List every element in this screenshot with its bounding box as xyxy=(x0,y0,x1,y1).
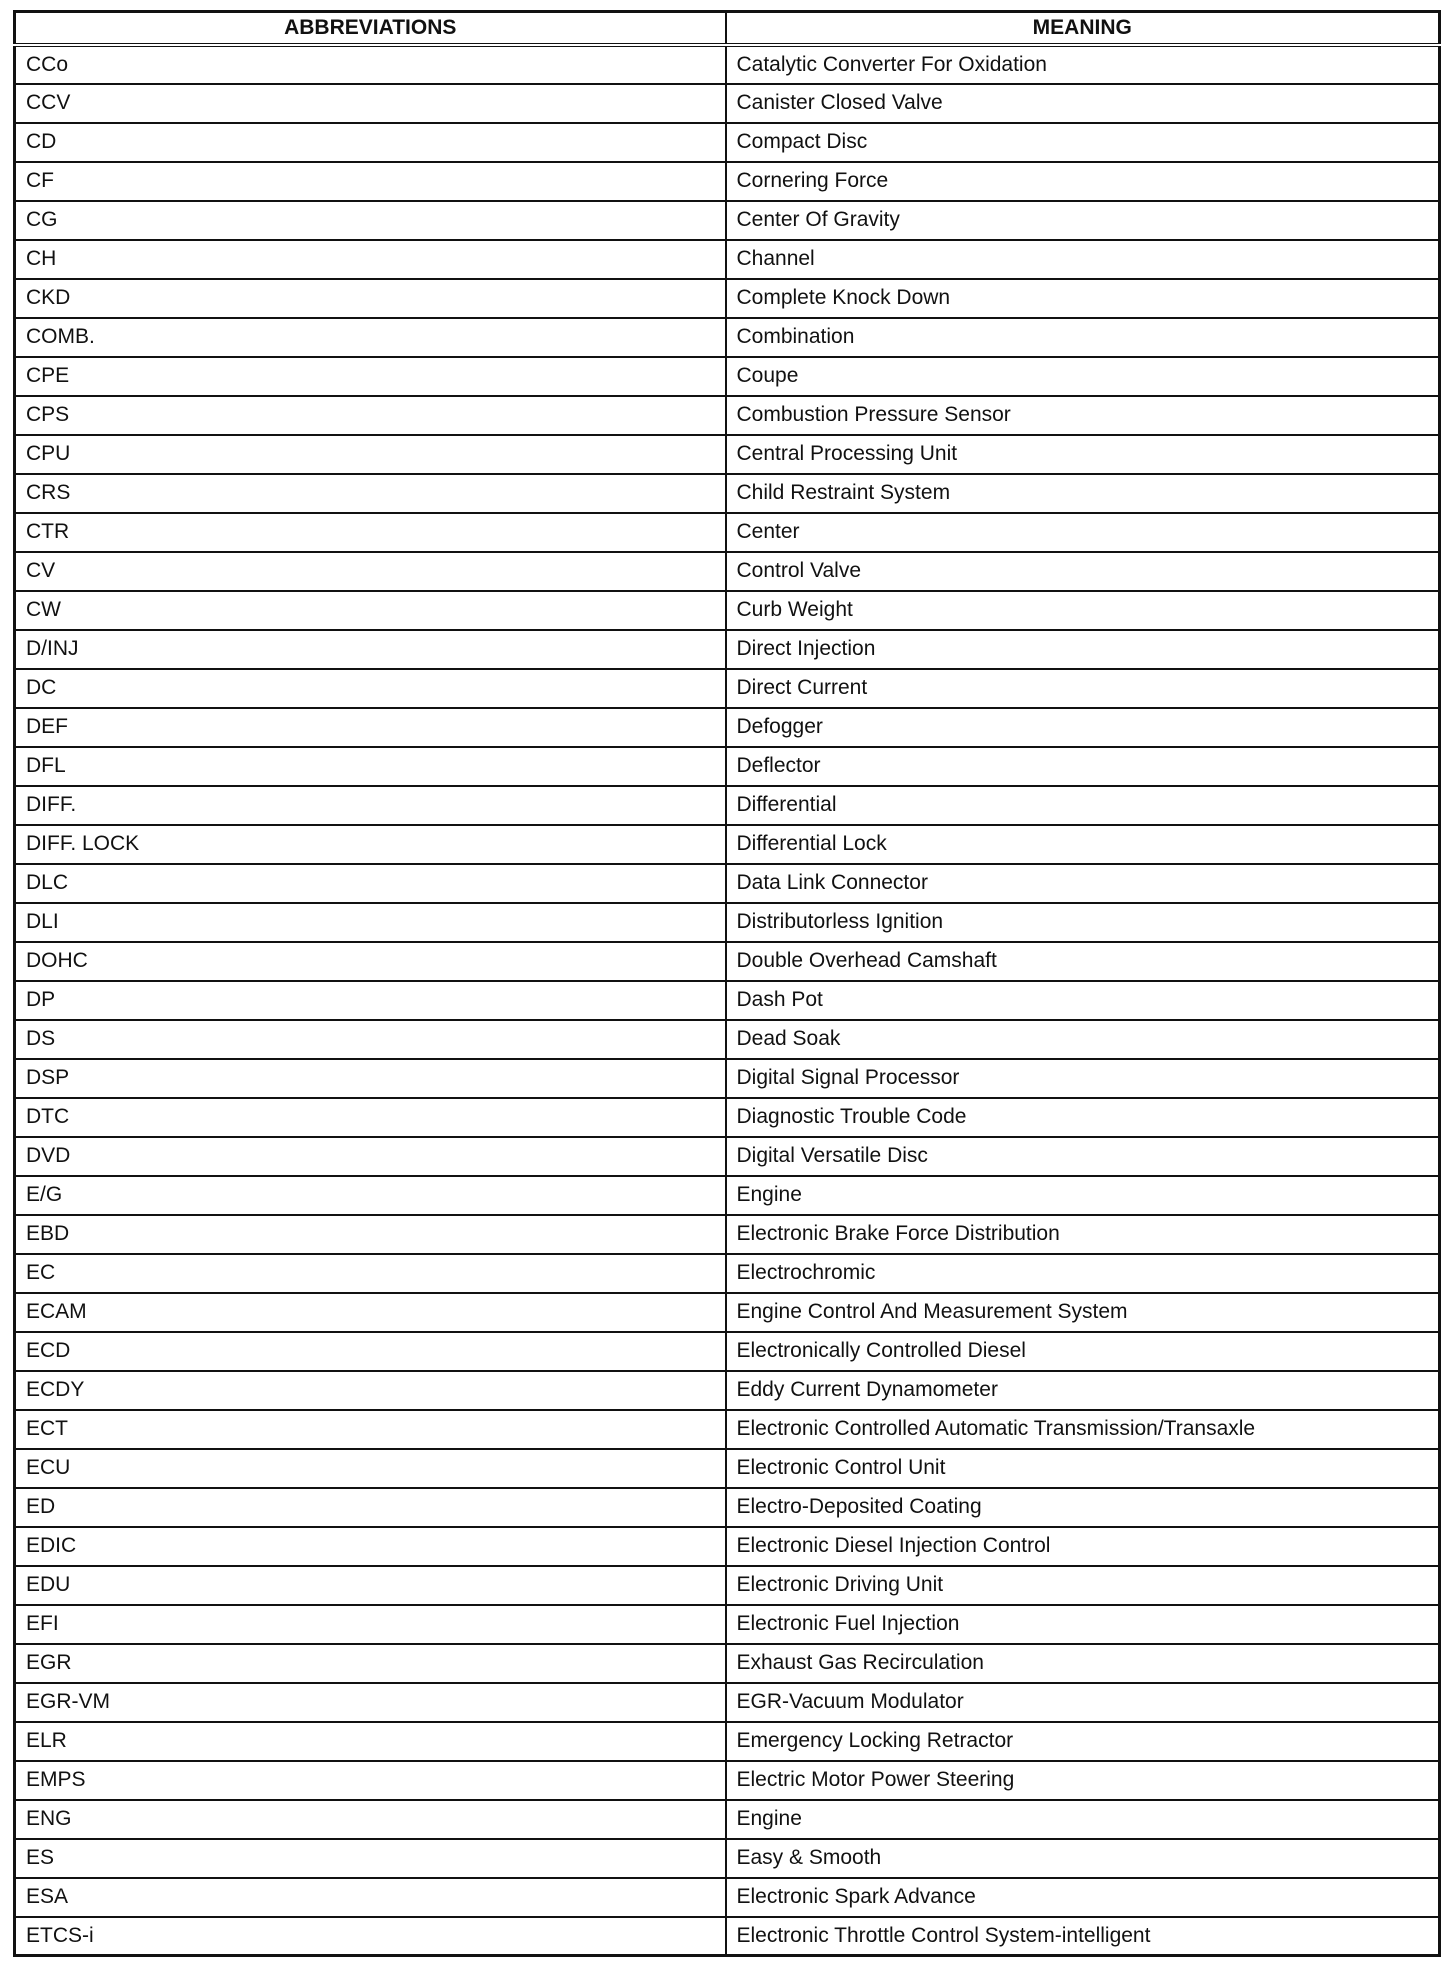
table-row xyxy=(15,786,1440,825)
meaning-cell: Electronic Spark Advance xyxy=(726,1878,1440,1917)
meaning-cell: Electronically Controlled Diesel xyxy=(726,1332,1440,1371)
table-row xyxy=(15,513,1440,552)
table-row xyxy=(15,1488,1440,1527)
table-row xyxy=(15,825,1440,864)
abbreviation-cell: EGR-VM xyxy=(15,1683,726,1722)
header-abbreviations: ABBREVIATIONS xyxy=(15,12,726,45)
abbreviation-cell: E/G xyxy=(15,1176,726,1215)
abbreviation-cell: ED xyxy=(15,1488,726,1527)
meaning-cell: Electronic Fuel Injection xyxy=(726,1605,1440,1644)
abbreviation-cell: DSP xyxy=(15,1059,726,1098)
abbreviation-cell: CPE xyxy=(15,357,726,396)
table-row xyxy=(15,357,1440,396)
abbreviation-cell: CW xyxy=(15,591,726,630)
abbreviation-cell: CPU xyxy=(15,435,726,474)
table-row xyxy=(15,669,1440,708)
abbreviation-cell: ES xyxy=(15,1839,726,1878)
meaning-cell: Distributorless Ignition xyxy=(726,903,1440,942)
table-row xyxy=(15,1332,1440,1371)
meaning-cell: Complete Knock Down xyxy=(726,279,1440,318)
table-row xyxy=(15,162,1440,201)
table-row xyxy=(15,1683,1440,1722)
table-body xyxy=(15,45,1440,1956)
table-row xyxy=(15,396,1440,435)
abbreviation-cell: EDU xyxy=(15,1566,726,1605)
table-row xyxy=(15,1800,1440,1839)
table-row xyxy=(15,1293,1440,1332)
meaning-cell: Electronic Control Unit xyxy=(726,1449,1440,1488)
abbreviation-cell: CCV xyxy=(15,84,726,123)
meaning-cell: Dead Soak xyxy=(726,1020,1440,1059)
meaning-cell: Electronic Controlled Automatic Transmission/Transaxle xyxy=(726,1410,1440,1449)
table-row xyxy=(15,1878,1440,1917)
table-row xyxy=(15,1839,1440,1878)
meaning-cell: Combustion Pressure Sensor xyxy=(726,396,1440,435)
abbreviation-cell: CRS xyxy=(15,474,726,513)
meaning-cell: Compact Disc xyxy=(726,123,1440,162)
table-row xyxy=(15,240,1440,279)
meaning-cell: Combination xyxy=(726,318,1440,357)
meaning-cell: Engine xyxy=(726,1176,1440,1215)
meaning-cell: EGR-Vacuum Modulator xyxy=(726,1683,1440,1722)
abbreviation-cell: DFL xyxy=(15,747,726,786)
abbreviation-cell: DS xyxy=(15,1020,726,1059)
abbreviation-cell: ETCS-i xyxy=(15,1917,726,1956)
table-row xyxy=(15,84,1440,123)
meaning-cell: Child Restraint System xyxy=(726,474,1440,513)
table-row xyxy=(15,1254,1440,1293)
abbreviation-cell: CKD xyxy=(15,279,726,318)
abbreviation-cell: DOHC xyxy=(15,942,726,981)
abbreviation-cell: DC xyxy=(15,669,726,708)
table-row xyxy=(15,1566,1440,1605)
table-row xyxy=(15,981,1440,1020)
abbreviation-cell: EGR xyxy=(15,1644,726,1683)
abbreviation-cell: ECU xyxy=(15,1449,726,1488)
header-meaning: MEANING xyxy=(726,12,1440,45)
meaning-cell: Easy & Smooth xyxy=(726,1839,1440,1878)
meaning-cell: Defogger xyxy=(726,708,1440,747)
header-row xyxy=(15,12,1440,45)
abbreviation-cell: DIFF. LOCK xyxy=(15,825,726,864)
meaning-cell: Coupe xyxy=(726,357,1440,396)
abbreviation-cell: DIFF. xyxy=(15,786,726,825)
meaning-cell: Direct Current xyxy=(726,669,1440,708)
meaning-cell: Eddy Current Dynamometer xyxy=(726,1371,1440,1410)
table-row xyxy=(15,1215,1440,1254)
abbreviation-cell: EBD xyxy=(15,1215,726,1254)
meaning-cell: Double Overhead Camshaft xyxy=(726,942,1440,981)
meaning-cell: Emergency Locking Retractor xyxy=(726,1722,1440,1761)
meaning-cell: Differential Lock xyxy=(726,825,1440,864)
table-row xyxy=(15,1176,1440,1215)
meaning-cell: Control Valve xyxy=(726,552,1440,591)
meaning-cell: Data Link Connector xyxy=(726,864,1440,903)
abbreviation-cell: DLC xyxy=(15,864,726,903)
abbreviation-cell: CCo xyxy=(15,45,726,84)
meaning-cell: Engine Control And Measurement System xyxy=(726,1293,1440,1332)
table-row xyxy=(15,1059,1440,1098)
meaning-cell: Electronic Diesel Injection Control xyxy=(726,1527,1440,1566)
table-row xyxy=(15,45,1440,84)
table-row xyxy=(15,474,1440,513)
table-row xyxy=(15,1137,1440,1176)
meaning-cell: Diagnostic Trouble Code xyxy=(726,1098,1440,1137)
meaning-cell: Central Processing Unit xyxy=(726,435,1440,474)
table-row xyxy=(15,1605,1440,1644)
abbreviation-cell: ENG xyxy=(15,1800,726,1839)
abbreviation-cell: CD xyxy=(15,123,726,162)
meaning-cell: Digital Signal Processor xyxy=(726,1059,1440,1098)
abbreviation-cell: CTR xyxy=(15,513,726,552)
abbreviation-cell: DVD xyxy=(15,1137,726,1176)
table-row xyxy=(15,1761,1440,1800)
table-row xyxy=(15,1410,1440,1449)
meaning-cell: Exhaust Gas Recirculation xyxy=(726,1644,1440,1683)
table-row xyxy=(15,1722,1440,1761)
abbreviation-cell: DP xyxy=(15,981,726,1020)
table-row xyxy=(15,1527,1440,1566)
abbreviation-cell: CF xyxy=(15,162,726,201)
meaning-cell: Electronic Brake Force Distribution xyxy=(726,1215,1440,1254)
meaning-cell: Catalytic Converter For Oxidation xyxy=(726,45,1440,84)
meaning-cell: Electrochromic xyxy=(726,1254,1440,1293)
meaning-cell: Digital Versatile Disc xyxy=(726,1137,1440,1176)
table-row xyxy=(15,864,1440,903)
table-row xyxy=(15,630,1440,669)
abbreviation-cell: ESA xyxy=(15,1878,726,1917)
meaning-cell: Electro-Deposited Coating xyxy=(726,1488,1440,1527)
table-row xyxy=(15,1449,1440,1488)
abbreviation-cell: ECT xyxy=(15,1410,726,1449)
table-row xyxy=(15,708,1440,747)
abbreviations-table xyxy=(13,10,1441,1957)
abbreviation-cell: ECD xyxy=(15,1332,726,1371)
table-row xyxy=(15,123,1440,162)
meaning-cell: Engine xyxy=(726,1800,1440,1839)
table-row xyxy=(15,1917,1440,1956)
table-row xyxy=(15,1098,1440,1137)
abbreviation-cell: CV xyxy=(15,552,726,591)
meaning-cell: Center Of Gravity xyxy=(726,201,1440,240)
table-row xyxy=(15,747,1440,786)
table-header xyxy=(15,12,1440,45)
meaning-cell: Electric Motor Power Steering xyxy=(726,1761,1440,1800)
abbreviation-cell: EC xyxy=(15,1254,726,1293)
table-row xyxy=(15,1020,1440,1059)
abbreviation-cell: EDIC xyxy=(15,1527,726,1566)
meaning-cell: Channel xyxy=(726,240,1440,279)
meaning-cell: Curb Weight xyxy=(726,591,1440,630)
meaning-cell: Direct Injection xyxy=(726,630,1440,669)
table-row xyxy=(15,201,1440,240)
table-row xyxy=(15,1371,1440,1410)
abbreviation-cell: D/INJ xyxy=(15,630,726,669)
abbreviation-cell: CPS xyxy=(15,396,726,435)
abbreviation-cell: CG xyxy=(15,201,726,240)
table-row xyxy=(15,552,1440,591)
meaning-cell: Electronic Throttle Control System-intelligent xyxy=(726,1917,1440,1956)
meaning-cell: Cornering Force xyxy=(726,162,1440,201)
table-row xyxy=(15,942,1440,981)
table-row xyxy=(15,1644,1440,1683)
table-row xyxy=(15,903,1440,942)
abbreviation-cell: COMB. xyxy=(15,318,726,357)
abbreviation-cell: ECAM xyxy=(15,1293,726,1332)
meaning-cell: Dash Pot xyxy=(726,981,1440,1020)
meaning-cell: Deflector xyxy=(726,747,1440,786)
table-row xyxy=(15,435,1440,474)
abbreviation-cell: EMPS xyxy=(15,1761,726,1800)
meaning-cell: Electronic Driving Unit xyxy=(726,1566,1440,1605)
meaning-cell: Canister Closed Valve xyxy=(726,84,1440,123)
meaning-cell: Differential xyxy=(726,786,1440,825)
abbreviation-cell: EFI xyxy=(15,1605,726,1644)
abbreviation-cell: DEF xyxy=(15,708,726,747)
table-row xyxy=(15,279,1440,318)
meaning-cell: Center xyxy=(726,513,1440,552)
abbreviation-cell: DLI xyxy=(15,903,726,942)
abbreviation-cell: DTC xyxy=(15,1098,726,1137)
abbreviation-cell: ECDY xyxy=(15,1371,726,1410)
abbreviation-cell: ELR xyxy=(15,1722,726,1761)
abbreviation-cell: CH xyxy=(15,240,726,279)
table-row xyxy=(15,591,1440,630)
table-row xyxy=(15,318,1440,357)
